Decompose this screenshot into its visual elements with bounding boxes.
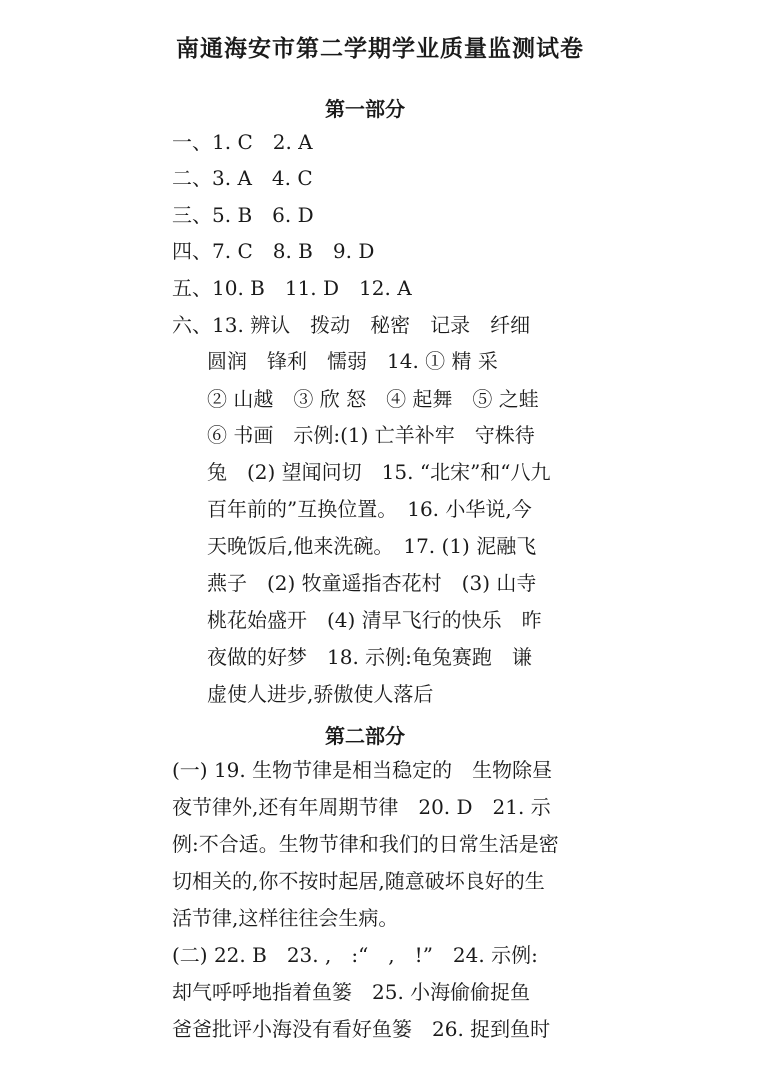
- answer-line: 桃花始盛开 (4) 清早飞行的快乐 昨: [207, 608, 542, 632]
- answer-line: 夜做的好梦 18. 示例:龟兔赛跑 谦: [207, 645, 532, 669]
- answer-line: 活节律,这样往往会生病。: [172, 906, 399, 930]
- answer-line: 一、1. C 2. A: [172, 130, 313, 154]
- answer-line: (一) 19. 生物节律是相当稳定的 生物除昼: [172, 758, 553, 782]
- answer-line: 兔 (2) 望闻问切 15. “北宋”和“八九: [207, 460, 551, 484]
- part2-heading: 第二部分: [325, 724, 405, 748]
- answer-line: ⑥ 书画 示例:(1) 亡羊补牢 守株待: [207, 423, 535, 447]
- answer-line: 燕子 (2) 牧童遥指杏花村 (3) 山寺: [207, 571, 537, 595]
- answer-line: 夜节律外,还有年周期节律 20. D 21. 示: [172, 795, 551, 819]
- answer-line: 二、3. A 4. C: [172, 166, 313, 190]
- answer-line: (二) 22. B 23. , :“ , !” 24. 示例:: [172, 943, 538, 967]
- answer-line: 爸爸批评小海没有看好鱼篓 26. 捉到鱼时: [172, 1017, 551, 1041]
- answer-line: 例:不合适。生物节律和我们的日常生活是密: [172, 832, 559, 856]
- answer-line: ② 山越 ③ 欣 怒 ④ 起舞 ⑤ 之蛙: [207, 387, 539, 411]
- answer-line: 百年前的”互换位置。 16. 小华说,今: [207, 497, 532, 521]
- part1-heading: 第一部分: [325, 97, 405, 121]
- answer-line: 三、5. B 6. D: [172, 203, 314, 227]
- answer-line: 天晚饭后,他来洗碗。 17. (1) 泥融飞: [207, 534, 537, 558]
- answer-line: 四、7. C 8. B 9. D: [172, 239, 375, 263]
- answer-line: 却气呼呼地指着鱼篓 25. 小海偷偷捉鱼: [172, 980, 531, 1004]
- answer-line: 六、13. 辨认 拨动 秘密 记录 纤细: [172, 313, 531, 337]
- answer-line: 切相关的,你不按时起居,随意破坏良好的生: [172, 869, 545, 893]
- answer-line: 圆润 锋利 懦弱 14. ① 精 采: [207, 349, 498, 373]
- page-title: 南通海安市第二学期学业质量监测试卷: [176, 36, 584, 62]
- answer-line: 五、10. B 11. D 12. A: [172, 276, 412, 300]
- answer-line: 虚使人进步,骄傲使人落后: [207, 682, 434, 706]
